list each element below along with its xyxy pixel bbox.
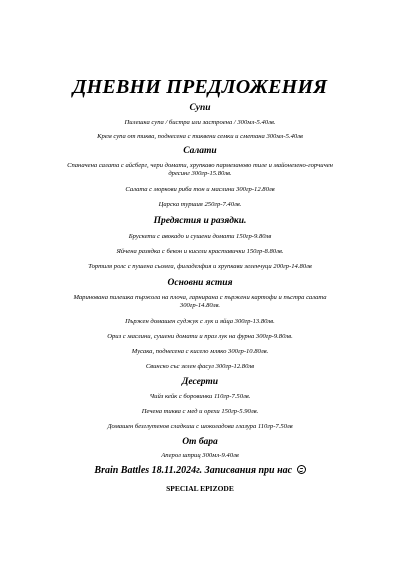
event-subtitle: SPECIAL EPIZODE — [166, 484, 234, 493]
section-heading-salads: Салати — [183, 146, 217, 156]
menu-item: Чийз кейк с боровинки 110гр-7.50лв. — [149, 393, 251, 400]
menu-title: ДНЕВНИ ПРЕДЛОЖЕНИЯ — [72, 76, 328, 98]
menu-item: Свинско със зелен фасул 300гр-12.80лв — [145, 363, 255, 370]
menu-item: Аперол шприц 300мл-9.40лв — [161, 452, 239, 459]
menu-item: Царска туршия 250гр-7.40лв. — [158, 201, 242, 208]
menu-item: Пилешка супа / бистра или застроена / 300мл-5.40лв. — [124, 119, 276, 126]
section-heading-main-courses: Основни ястия — [167, 278, 233, 288]
menu-item: Маринована пилешка пържола на плоча, гарнирана с пържени картофи и пъстра салата 300гр-14.80лв. — [73, 294, 327, 309]
section-heading-soups: Супи — [189, 103, 211, 113]
menu-item: Мусака, поднесена с кисело мляко 300гр-10.80лв. — [131, 348, 269, 355]
menu-item: Крем супа от тиква, поднесена с тиквени семки и сметана 300мл-5.40лв — [97, 133, 303, 140]
menu-item: Ориз с маслини, сушени домати и праз лук на фурна 300гр-9.80лв. — [107, 333, 293, 340]
menu-item: Печена тиква с мед и орехи 150гр-5.90лв. — [141, 408, 259, 415]
section-heading-desserts: Десерти — [181, 377, 219, 387]
smiley-face-icon — [297, 465, 306, 474]
menu-item: Пържен домашен суджук с лук и яйца 300гр-13.80лв. — [125, 318, 275, 325]
menu-item: Брускети с авокадо и сушени домати 150гр-9.80лв — [128, 233, 272, 240]
event-text: Brain Battles 18.11.2024г. Записвания при нас — [94, 465, 293, 476]
section-heading-starters: Предястия и разядки. — [153, 216, 247, 226]
menu-item: Домашен безглутенов сладкиш с шоколадова глазура 110гр-7.50лв — [107, 423, 293, 430]
section-heading-bar: От бара — [182, 437, 218, 447]
menu-item: Тортиля ролс с пушена сьомга, филаделфия и хрупкави зеленчуци 200гр-14.80лв — [88, 263, 312, 270]
event-announcement — [0, 465, 400, 477]
menu-item: Яйчена разядка с бекон и кисели краставички 150гр-8.80лв. — [116, 248, 284, 255]
menu-item: Салата с моркови риба тон и маслини 300гр-12.80лв — [125, 186, 275, 193]
menu-item: Спаначена салата с айсберг, чери домати, хрупкаво пармезаново тиле и майонезено-горчичен дресинг 300гр-15.80лв. — [67, 162, 333, 177]
